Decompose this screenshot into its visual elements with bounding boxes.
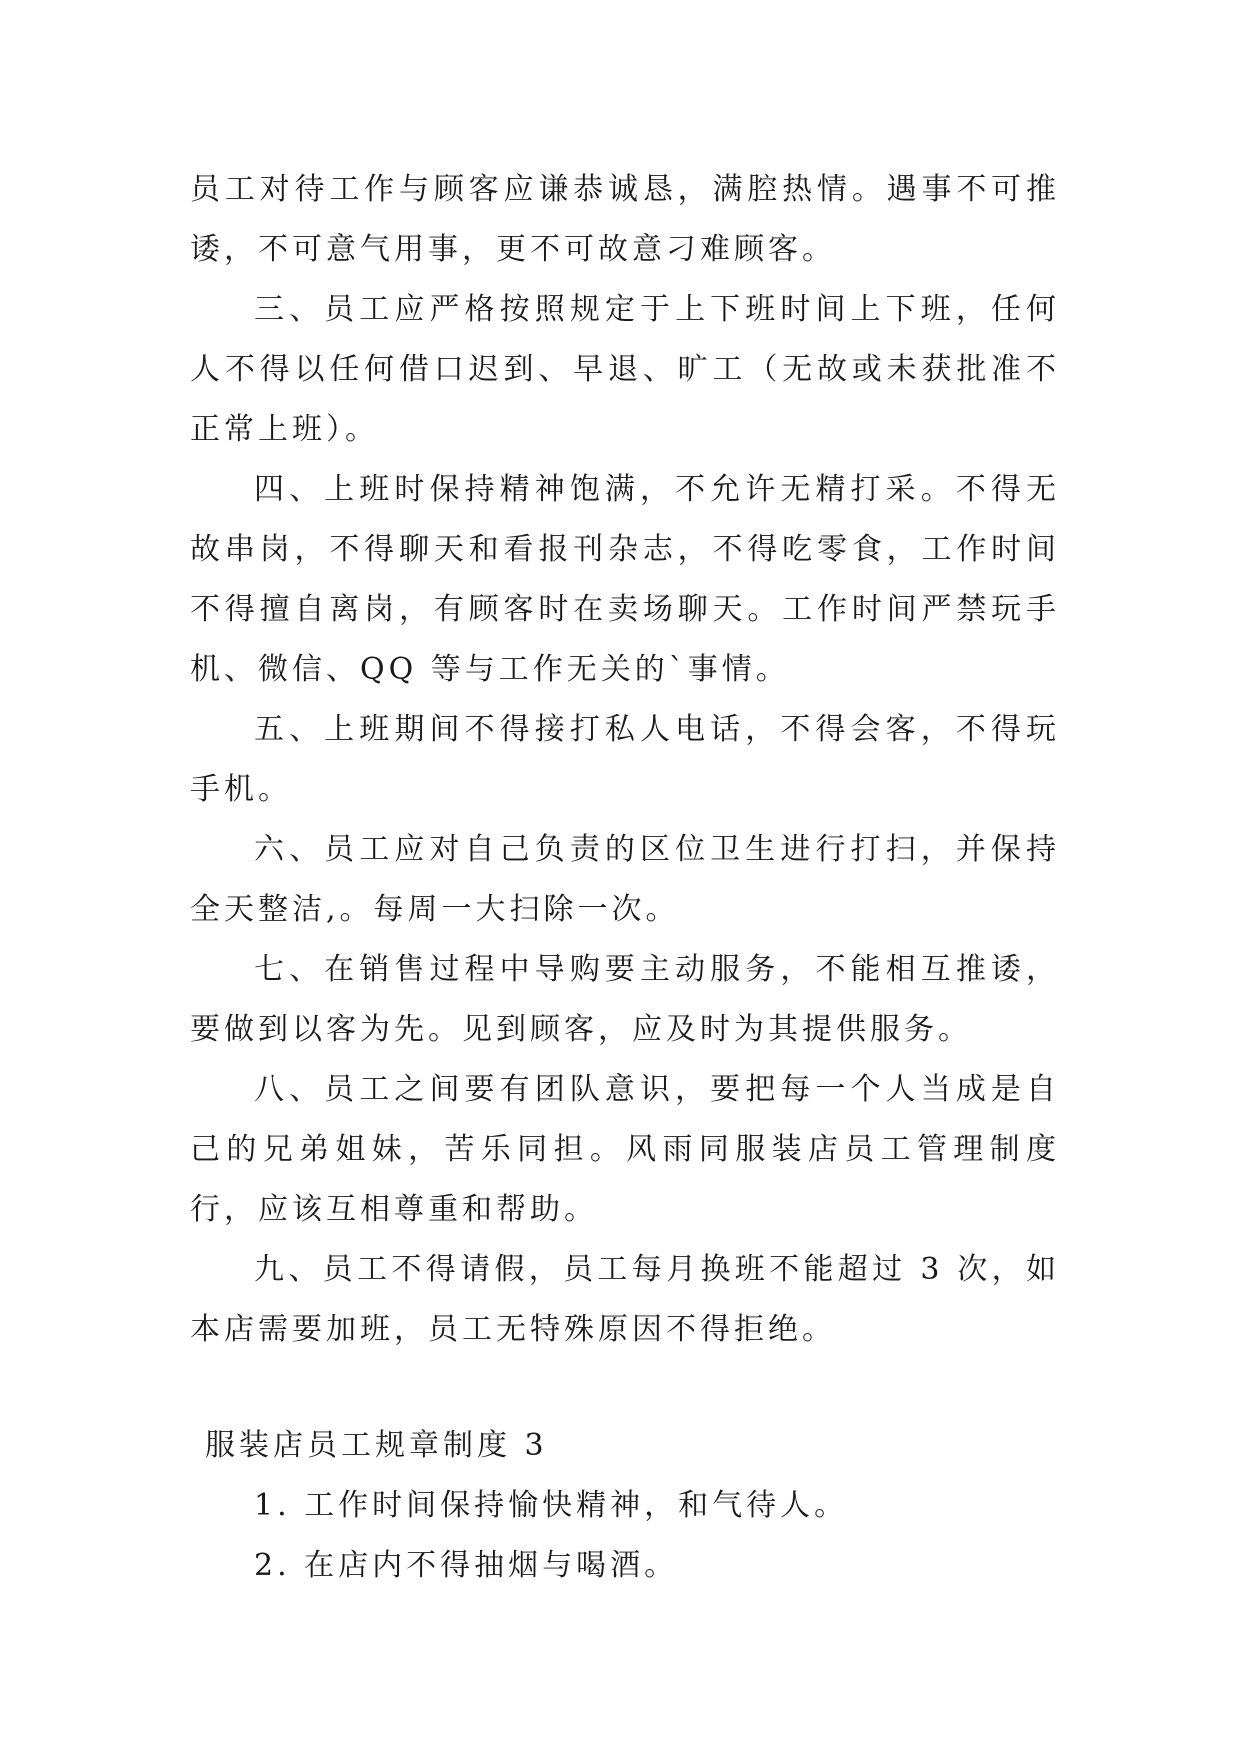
section-spacer: [190, 1360, 1060, 1416]
paragraph-rule-8: 八、员工之间要有团队意识，要把每一个人当成是自己的兄弟姐妹，苦乐同担。风雨同服装店员工管理制度行，应该互相尊重和帮助。: [190, 1072, 1060, 1227]
paragraph-rule-7: 七、在销售过程中导购要主动服务，不能相互推诿，要做到以客为先。见到顾客，应及时为其提供服务。: [190, 952, 1060, 1047]
section-title: 服装店员工规章制度 3: [205, 1428, 548, 1463]
paragraph-rule-3: 三、员工应严格按照规定于上下班时间上下班，任何人不得以任何借口迟到、早退、旷工（无故或未获批准不正常上班）。: [190, 292, 1060, 447]
paragraph-rule-4: 四、上班时保持精神饱满，不允许无精打采。不得无故串岗，不得聊天和看报刊杂志，不得吃零食，工作时间不得擅自离岗，有顾客时在卖场聊天。工作时间严禁玩手机、微信、QQ 等与工作无关的`事情。: [190, 472, 1060, 687]
paragraph-rule-9: 九、员工不得请假，员工每月换班不能超过 3 次，如本店需要加班，员工无特殊原因不得拒绝。: [190, 1252, 1060, 1347]
paragraph-rule-5: 五、上班期间不得接打私人电话，不得会客，不得玩手机。: [190, 712, 1060, 807]
paragraph-continuation: 员工对待工作与顾客应谦恭诚恳，满腔热情。遇事不可推诿，不可意气用事，更不可故意刁难顾客。: [190, 172, 1060, 267]
paragraph-rule-6: 六、员工应对自己负责的区位卫生进行打扫，并保持全天整洁,。每周一大扫除一次。: [190, 832, 1060, 927]
document-body: [190, 160, 1060, 1596]
paragraph-item-2: 2. 在店内不得抽烟与喝酒。: [254, 1548, 679, 1583]
paragraph-item-1: 1. 工作时间保持愉快精神，和气待人。: [254, 1488, 849, 1523]
